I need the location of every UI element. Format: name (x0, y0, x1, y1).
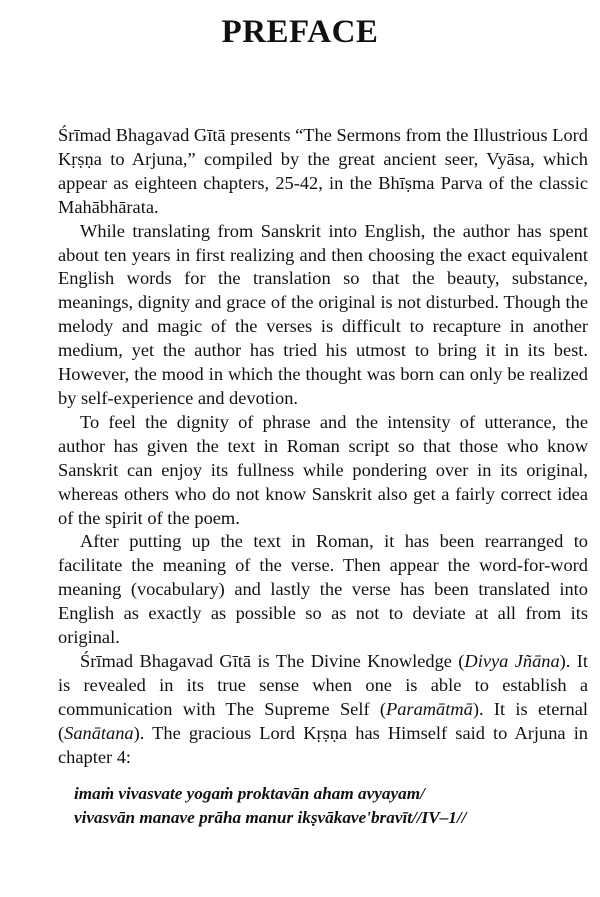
verse-line-1: imaṁ vivasvate yogaṁ proktavān aham avyayam/ (74, 784, 425, 804)
paragraph-5-text: ). It is revealed in its true sense when one is able to establish a communication with The Supreme Self ( (58, 650, 588, 719)
page-title: PREFACE (221, 14, 379, 50)
paragraph-3: To feel the dignity of phrase and the intensity of utterance, the author has given the text in Roman script so that those who know Sanskrit can enjoy its fullness while pondering over in its original, whereas others who do not know Sanskrit also get a fairly correct idea of the spirit of the poem. (58, 411, 588, 528)
paragraph-5-text: ). It is eternal ( (58, 698, 589, 743)
paragraph-5 (58, 650, 588, 770)
paragraph-5-text: ). The gracious Lord Kṛṣṇa has Himself said to Arjuna in chapter 4: (58, 722, 588, 767)
verse-quote (74, 782, 588, 829)
paragraph-5-text: Śrīmad Bhagavad Gītā is The Divine Knowledge ( (80, 650, 465, 671)
paragraph-4: After putting up the text in Roman, it has been rearranged to facilitate the meaning of the verse. Then appear the word-for-word meaning (vocabulary) and lastly the verse has been translated into English as exactly as possible so as not to deviate at all from its original. (58, 531, 588, 648)
term-paramatma: Paramātmā (386, 698, 473, 719)
verse-line-2: vivasvān manave prāha manur ikṣvākave'bravīt//IV–1// (74, 807, 467, 827)
term-divya-jnana: Divya Jñāna (464, 650, 560, 671)
paragraph-2: While translating from Sanskrit into English, the author has spent about ten years in first realizing and then choosing the exact equivalent English words for the translation so that the beauty, substance, meanings, dignity and grace of the original is not disturbed. Though the melody and magic of the verses is difficult to recapture in another medium, yet the author has tried his utmost to bring it in its best. However, the mood in which the thought was born can only be realized by self-experience and devotion. (58, 220, 588, 408)
preface-body (58, 124, 588, 829)
term-sanatana: Sanātana (64, 722, 134, 743)
paragraph-1: Śrīmad Bhagavad Gītā presents “The Sermons from the Illustrious Lord Kṛṣṇa to Arjuna,” compiled by the great ancient seer, Vyāsa, which appear as eighteen chapters, 25-42, in the Bhīṣma Parva of the classic Mahābhārata. (58, 125, 588, 217)
